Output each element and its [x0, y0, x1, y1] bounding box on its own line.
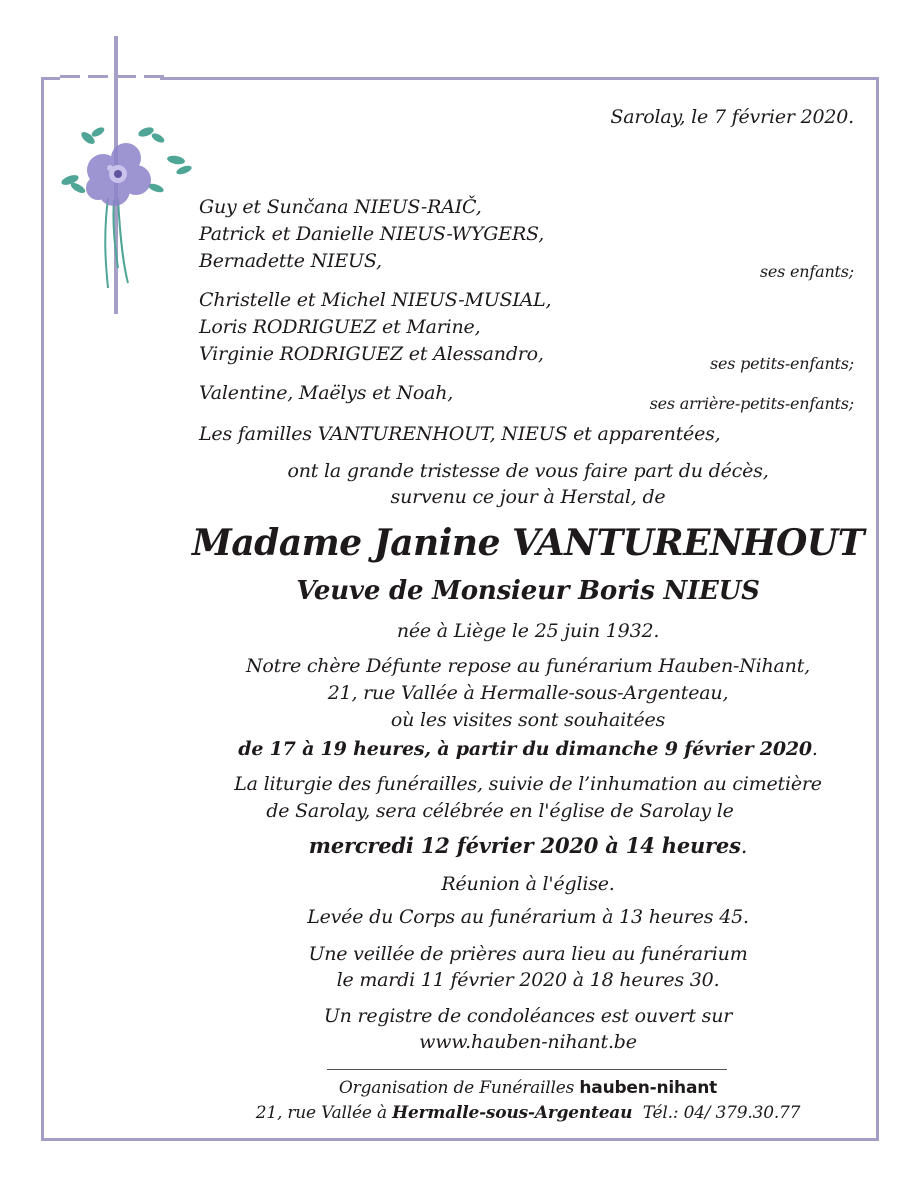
announce-line: survenu ce jour à Herstal, de — [390, 486, 666, 508]
grandchild-line: Christelle et Michel NIEUS-MUSIAL, — [199, 289, 552, 311]
liturgy-line: de Sarolay, sera célébrée en l'église de Sarolay le — [266, 800, 734, 822]
flower-icon — [58, 118, 198, 298]
birth-line: née à Liège le 25 juin 1932. — [396, 620, 660, 642]
child-line: Guy et Sunčana NIEUS-RAIČ, — [199, 196, 482, 218]
child-line: Patrick et Danielle NIEUS-WYGERS, — [199, 223, 545, 245]
families-line: Les familles VANTURENHOUT, NIEUS et apparentées, — [199, 423, 721, 445]
children-label: ses enfants; — [759, 262, 854, 281]
grandchildren-label: ses petits-enfants; — [709, 354, 854, 373]
grandchild-line: Virginie RODRIGUEZ et Alessandro, — [199, 343, 544, 365]
rest-line: où les visites sont souhaitées — [390, 709, 666, 731]
register-url[interactable]: www.hauben-nihant.be — [419, 1031, 637, 1053]
meeting-line: Réunion à l'église. — [441, 873, 615, 895]
rest-line: 21, rue Vallée à Hermalle-sous-Argenteau, — [327, 682, 729, 704]
footer-org — [0, 1078, 918, 1098]
great-grandchildren-label: ses arrière-petits-enfants; — [649, 394, 854, 413]
brand-logo: hauben-nihant — [579, 1078, 718, 1098]
footer-address-bold: Hermalle-sous-Argenteau — [392, 1103, 633, 1123]
deceased-name: Madame Janine VANTURENHOUT — [191, 522, 864, 564]
visit-hours — [0, 738, 918, 760]
child-line: Bernadette NIEUS, — [199, 250, 382, 272]
great-grandchildren: Valentine, Maëlys et Noah, — [199, 382, 454, 404]
border-gap — [60, 70, 160, 86]
vigil-line: le mardi 11 février 2020 à 18 heures 30. — [336, 969, 720, 991]
visit-hours-bold: de 17 à 19 heures, à partir du dimanche 9 février 2020 — [238, 738, 812, 760]
funeral-date-end: . — [740, 834, 748, 858]
footer-divider — [327, 1069, 727, 1070]
announce-line: ont la grande tristesse de vous faire part du décès, — [287, 460, 769, 482]
liturgy-line: La liturgie des funérailles, suivie de l’inhumation au cimetière — [234, 773, 822, 795]
widow-of: Veuve de Monsieur Boris NIEUS — [296, 576, 760, 606]
funeral-date — [0, 833, 918, 858]
footer-org-prefix: Organisation de Funérailles — [338, 1078, 575, 1098]
cross-bar — [60, 75, 164, 78]
vigil-line: Une veillée de prières aura lieu au funérarium — [308, 943, 748, 965]
footer-address — [0, 1103, 918, 1123]
footer-phone: Tél.: 04/ 379.30.77 — [642, 1103, 801, 1123]
visit-hours-end: . — [811, 738, 818, 760]
rest-line: Notre chère Défunte repose au funérarium Hauben-Nihant, — [245, 655, 810, 677]
lift-line: Levée du Corps au funérarium à 13 heures 45. — [307, 906, 749, 928]
footer-address-prefix: 21, rue Vallée à — [255, 1103, 387, 1123]
funeral-date-bold: mercredi 12 février 2020 à 14 heures — [308, 833, 741, 858]
register-line: Un registre de condoléances est ouvert sur — [323, 1005, 733, 1027]
grandchild-line: Loris RODRIGUEZ et Marine, — [199, 316, 481, 338]
place-date: Sarolay, le 7 février 2020. — [610, 106, 854, 128]
